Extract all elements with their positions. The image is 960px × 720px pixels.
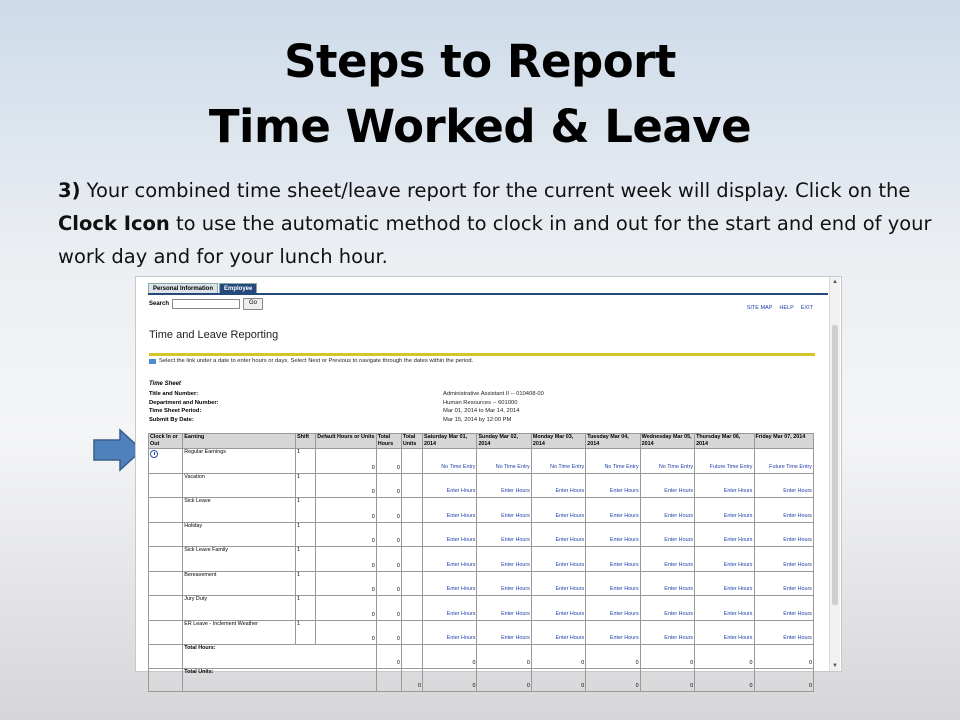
day-entry-link[interactable]: Enter Hours (586, 498, 640, 523)
total-hours-row (149, 645, 814, 669)
day-entry-link[interactable]: Enter Hours (695, 522, 754, 547)
day-entry-link[interactable]: Enter Hours (477, 473, 531, 498)
info-value: Human Resources -- 601000 (443, 399, 518, 406)
total-units-value: 0 (376, 449, 401, 474)
day-entry-link[interactable]: Enter Hours (695, 596, 754, 621)
col-default: Default Hours or Units (316, 434, 376, 449)
go-button[interactable]: Go (243, 298, 263, 310)
table-row (149, 596, 814, 621)
day-total-value: 0 (477, 645, 531, 669)
total-units-row (149, 668, 814, 692)
day-entry-link[interactable]: Enter Hours (423, 522, 477, 547)
day-entry-link[interactable]: Enter Hours (754, 498, 814, 523)
total-hours-cell (401, 449, 422, 474)
day-entry-link[interactable]: Enter Hours (423, 547, 477, 572)
info-icon (149, 359, 156, 364)
day-entry-link[interactable]: Enter Hours (754, 571, 814, 596)
earning-name: Vacation (183, 473, 296, 498)
default-hours (316, 449, 376, 474)
empty-cell (401, 645, 422, 669)
instruction (149, 358, 473, 364)
total-hours-cell (401, 498, 422, 523)
day-total-value: 0 (531, 668, 585, 692)
help-link[interactable]: HELP (779, 305, 794, 311)
total-value: 0 (376, 645, 401, 669)
day-entry-link[interactable]: Enter Hours (586, 473, 640, 498)
day-entry-link[interactable]: Enter Hours (531, 547, 585, 572)
total-label: Total Hours: (183, 645, 376, 669)
day-entry-link[interactable]: Enter Hours (640, 620, 694, 645)
tab-personal-information[interactable]: Personal Information (148, 283, 218, 294)
col-day: Thursday Mar 06, 2014 (695, 434, 754, 449)
table-row (149, 522, 814, 547)
day-entry-link[interactable]: No Time Entry (477, 449, 531, 474)
day-total-value: 0 (477, 668, 531, 692)
clock-cell (149, 547, 183, 572)
day-entry-link[interactable]: Enter Hours (531, 473, 585, 498)
day-entry-link[interactable]: Enter Hours (586, 596, 640, 621)
clock-cell (149, 620, 183, 645)
day-total-value: 0 (531, 645, 585, 669)
total-units-value: 0 (376, 620, 401, 645)
day-total-value: 0 (695, 668, 754, 692)
total-hours-cell (401, 571, 422, 596)
day-entry-link[interactable]: Enter Hours (531, 498, 585, 523)
slide-title-line1: Steps to Report (284, 35, 676, 88)
default-hours (316, 498, 376, 523)
empty-cell (149, 645, 183, 669)
earning-name: Regular Earnings (183, 449, 296, 474)
total-hours-cell (401, 620, 422, 645)
shift-value: 1 (296, 473, 316, 498)
total-units-value: 0 (376, 473, 401, 498)
day-entry-link[interactable]: Enter Hours (754, 473, 814, 498)
default-hours-value: 0 (371, 538, 375, 544)
table-row (149, 547, 814, 572)
timesheet-info (149, 390, 809, 425)
step-text-part1: Your combined time sheet/leave report for the current week will display. Click on the (80, 179, 911, 202)
day-entry-link[interactable]: Enter Hours (695, 473, 754, 498)
day-entry-link[interactable]: Enter Hours (477, 498, 531, 523)
default-hours (316, 571, 376, 596)
tab-divider (148, 293, 828, 295)
default-hours-value: 0 (371, 562, 375, 569)
day-entry-link[interactable]: Enter Hours (586, 547, 640, 572)
clock-cell[interactable] (149, 449, 183, 474)
shift-value: 1 (296, 522, 316, 547)
day-entry-link[interactable]: Enter Hours (640, 547, 694, 572)
day-entry-link[interactable]: Enter Hours (754, 620, 814, 645)
day-entry-link[interactable]: Enter Hours (423, 473, 477, 498)
day-entry-link[interactable]: Enter Hours (586, 620, 640, 645)
day-entry-link[interactable]: Enter Hours (423, 498, 477, 523)
info-key: Title and Number: (149, 391, 199, 397)
total-units-value: 0 (376, 571, 401, 596)
total-units-value: 0 (376, 596, 401, 621)
info-value: Administrative Assistant II -- 010408-00 (443, 391, 544, 397)
day-entry-link[interactable]: Enter Hours (531, 522, 585, 547)
instruction-text: Select the link under a date to enter hours or days. Select Next or Previous to navigate through the dates within the period. (159, 358, 474, 364)
table-row (149, 571, 814, 596)
shift-value: 1 (296, 547, 316, 572)
default-hours (316, 473, 376, 498)
info-value: Mar 15, 2014 by 12:00 PM (443, 417, 512, 424)
day-entry-link[interactable]: Enter Hours (531, 620, 585, 645)
col-day: Sunday Mar 02, 2014 (477, 434, 531, 449)
clock-cell (149, 522, 183, 547)
day-entry-link[interactable]: Enter Hours (640, 522, 694, 547)
col-clock: Clock In or Out (149, 434, 183, 449)
earning-name: Sick Leave (183, 498, 296, 523)
table-row (149, 449, 814, 474)
info-row (149, 407, 809, 416)
day-total-value: 0 (640, 668, 694, 692)
empty-cell (149, 668, 183, 692)
day-entry-link[interactable]: Future Time Entry (695, 449, 754, 474)
default-hours (316, 620, 376, 645)
step-number: 3) (58, 179, 81, 202)
search-row (149, 298, 263, 310)
total-hours-cell (401, 547, 422, 572)
info-key: Submit By Date: (149, 417, 194, 424)
default-hours (316, 547, 376, 572)
default-hours (316, 522, 376, 547)
default-hours-value: 0 (371, 636, 375, 642)
clock-cell (149, 498, 183, 523)
page-heading: Time and Leave Reporting (149, 329, 279, 341)
default-hours-value: 0 (371, 587, 375, 593)
day-entry-link[interactable]: Enter Hours (423, 596, 477, 621)
search-input[interactable] (172, 299, 240, 309)
total-hours-cell (401, 522, 422, 547)
step-text-bold: Clock Icon (58, 212, 170, 235)
day-entry-link[interactable]: Enter Hours (477, 620, 531, 645)
clock-cell (149, 596, 183, 621)
shift-value: 1 (296, 498, 316, 523)
scroll-thumb[interactable] (832, 325, 838, 605)
day-entry-link[interactable]: No Time Entry (423, 449, 477, 474)
col-day: Tuesday Mar 04, 2014 (586, 434, 640, 449)
day-entry-link[interactable]: Enter Hours (477, 571, 531, 596)
scroll-down-icon[interactable]: ▼ (832, 663, 838, 669)
earning-name: ER Leave - Inclement Weather (183, 620, 296, 645)
total-hours-cell (401, 473, 422, 498)
day-total-value: 0 (754, 645, 814, 669)
total-label: Total Units: (183, 668, 376, 692)
total-units-value: 0 (376, 522, 401, 547)
info-row (149, 416, 809, 425)
day-entry-link[interactable]: Enter Hours (640, 571, 694, 596)
exit-link[interactable]: EXIT (800, 305, 813, 311)
day-entry-link[interactable]: Enter Hours (531, 571, 585, 596)
earning-name: Sick Leave Family (183, 547, 296, 572)
default-hours-value: 0 (371, 489, 375, 495)
day-entry-link[interactable]: Enter Hours (477, 522, 531, 547)
day-entry-link[interactable]: Enter Hours (754, 522, 814, 547)
earning-name: Holiday (183, 522, 296, 547)
col-total-units: Total Units (401, 434, 422, 449)
day-total-value: 0 (640, 645, 694, 669)
info-row (149, 399, 809, 408)
site-map-link[interactable]: SITE MAP (746, 305, 773, 311)
step-description (58, 174, 938, 273)
info-row (149, 390, 809, 399)
shift-value: 1 (296, 449, 316, 474)
timesheet-screenshot (135, 276, 842, 689)
day-entry-link[interactable]: Enter Hours (586, 571, 640, 596)
day-entry-link[interactable]: Enter Hours (423, 620, 477, 645)
col-day: Wednesday Mar 05, 2014 (640, 434, 694, 449)
col-earning: Earning (183, 434, 296, 449)
table-row (149, 498, 814, 523)
day-entry-link[interactable]: Future Time Entry (754, 449, 814, 474)
day-entry-link[interactable]: Enter Hours (754, 596, 814, 621)
shift-value: 1 (296, 596, 316, 621)
total-hours-cell (401, 596, 422, 621)
scroll-up-icon[interactable]: ▲ (832, 279, 838, 285)
day-entry-link[interactable]: Enter Hours (477, 596, 531, 621)
tab-employee[interactable]: Employee (219, 283, 257, 294)
total-units-value: 0 (376, 547, 401, 572)
default-hours (316, 596, 376, 621)
table-row (149, 620, 814, 645)
day-total-value: 0 (423, 668, 477, 692)
slide-title-line2: Time Worked & Leave (208, 100, 752, 153)
day-entry-link[interactable]: Enter Hours (695, 620, 754, 645)
col-shift: Shift (296, 434, 316, 449)
col-day: Friday Mar 07, 2014 (754, 434, 814, 449)
col-total-hours: Total Hours (376, 434, 401, 449)
total-units-value: 0 (376, 498, 401, 523)
shift-value: 1 (296, 571, 316, 596)
info-value: Mar 01, 2014 to Mar 14, 2014 (443, 408, 520, 415)
timesheet-table (148, 433, 814, 692)
info-key: Department and Number: (149, 399, 219, 406)
tab-bar (148, 283, 258, 293)
top-links (747, 305, 813, 311)
timesheet-label: Time Sheet (149, 381, 181, 387)
day-total-value: 0 (423, 645, 477, 669)
day-total-value: 0 (586, 668, 640, 692)
day-entry-link[interactable]: Enter Hours (640, 498, 694, 523)
day-entry-link[interactable]: Enter Hours (423, 571, 477, 596)
day-entry-link[interactable]: Enter Hours (695, 571, 754, 596)
col-day: Saturday Mar 01, 2014 (423, 434, 477, 449)
shift-value: 1 (296, 620, 316, 645)
clock-icon[interactable] (150, 450, 158, 458)
default-hours-value: 0 (371, 513, 375, 520)
day-total-value: 0 (586, 645, 640, 669)
total-value: 0 (401, 668, 422, 692)
day-total-value: 0 (754, 668, 814, 692)
day-total-value: 0 (695, 645, 754, 669)
day-entry-link[interactable]: No Time Entry (531, 449, 585, 474)
step-text-part2: to use the automatic method to clock in and out for the start and end of your work day and for your lunch hour. (58, 212, 932, 268)
day-entry-link[interactable]: Enter Hours (695, 498, 754, 523)
earning-name: Bereavement (183, 571, 296, 596)
day-entry-link[interactable]: Enter Hours (754, 547, 814, 572)
clock-cell (149, 571, 183, 596)
empty-cell (376, 668, 401, 692)
scrollbar[interactable] (829, 277, 840, 671)
day-entry-link[interactable]: Enter Hours (477, 547, 531, 572)
info-key: Time Sheet Period: (149, 408, 202, 415)
day-entry-link[interactable]: Enter Hours (695, 547, 754, 572)
day-entry-link[interactable]: No Time Entry (640, 449, 694, 474)
instruction-bar (149, 353, 815, 356)
table-row (149, 473, 814, 498)
day-entry-link[interactable]: Enter Hours (586, 522, 640, 547)
earning-name: Jury Duty (183, 596, 296, 621)
default-hours-value: 0 (371, 611, 375, 618)
day-entry-link[interactable]: No Time Entry (586, 449, 640, 474)
col-day: Monday Mar 03, 2014 (531, 434, 585, 449)
clock-cell (149, 473, 183, 498)
day-entry-link[interactable]: Enter Hours (640, 596, 694, 621)
search-label: Search (149, 301, 170, 307)
default-hours-value: 0 (371, 464, 375, 471)
day-entry-link[interactable]: Enter Hours (640, 473, 694, 498)
day-entry-link[interactable]: Enter Hours (531, 596, 585, 621)
table-header-row (149, 434, 814, 449)
